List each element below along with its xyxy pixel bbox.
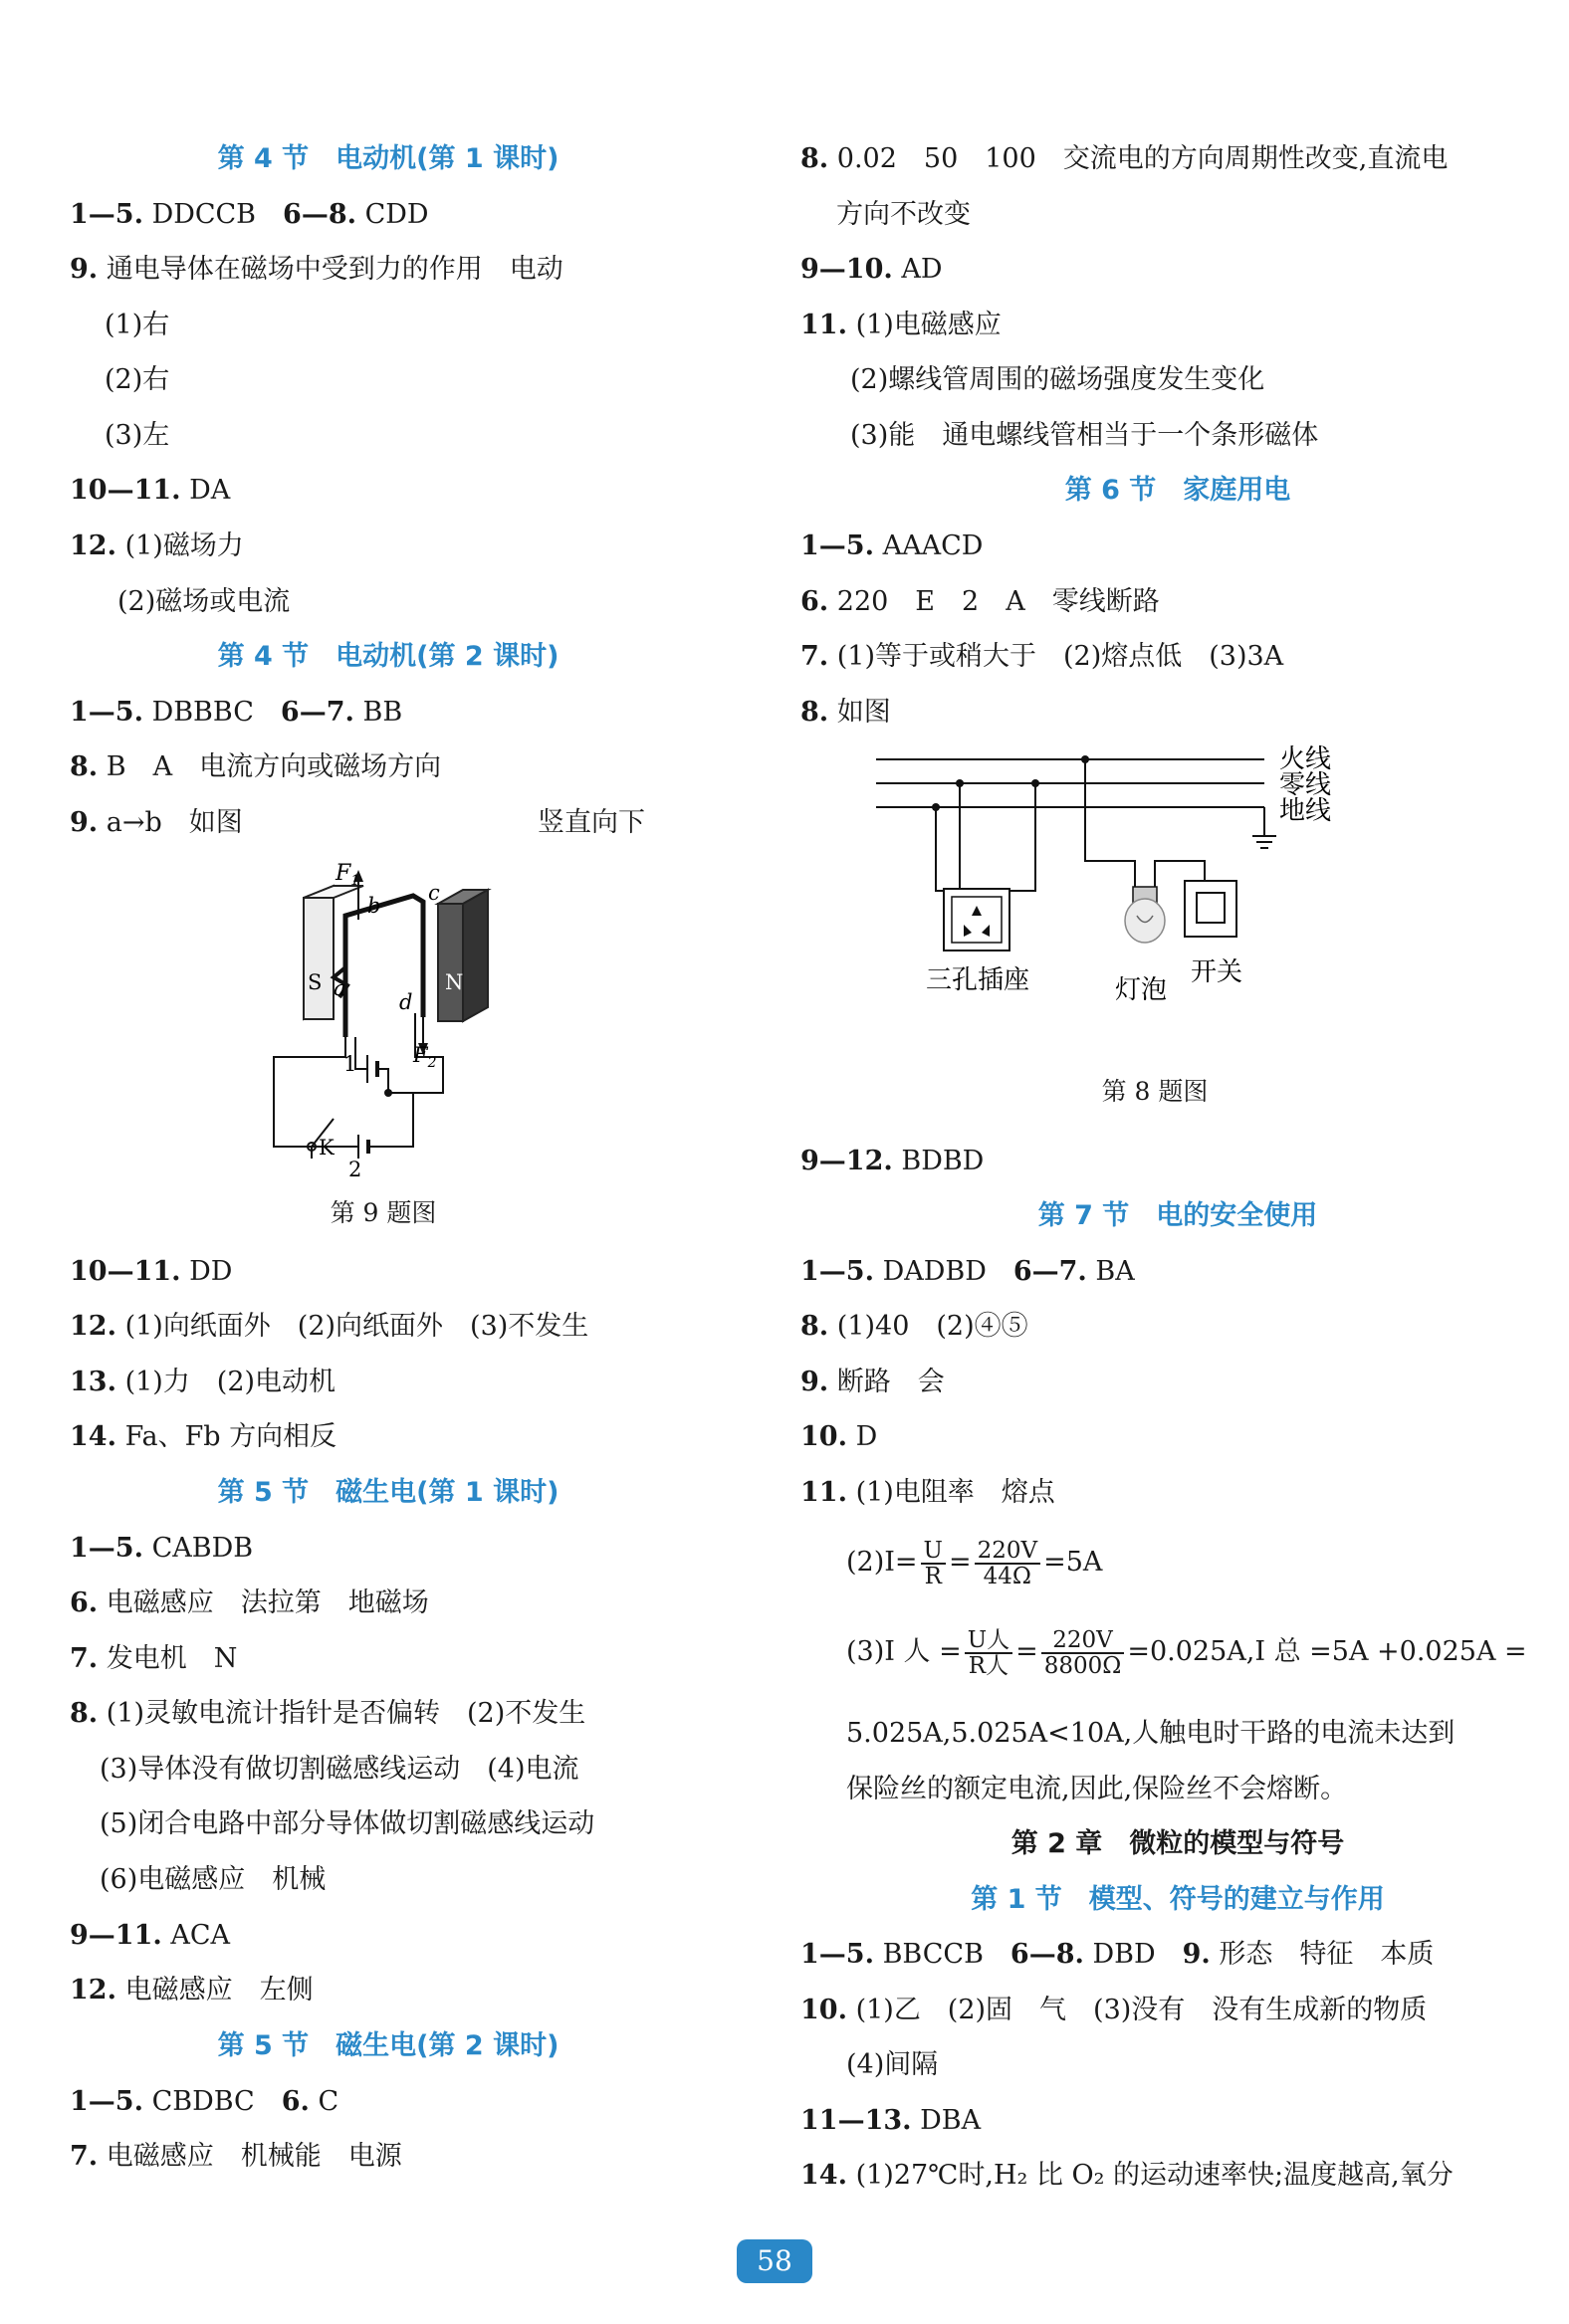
lamp-wire <box>1085 759 1135 891</box>
question-number: 6—8. <box>283 199 357 230</box>
label-1: 1 <box>343 1052 357 1076</box>
answer-text: (1)电磁感应 <box>846 310 1002 340</box>
answer-line: (6)电磁感应 机械 <box>100 1864 327 1895</box>
answer-line <box>70 527 244 566</box>
label-switch: 开关 <box>1191 957 1243 987</box>
question-number: 1—5. <box>70 697 143 728</box>
answer-line <box>800 637 1283 677</box>
answer-text: 0.02 50 100 交流电的方向周期性改变,直流电 <box>828 143 1449 174</box>
answer-line <box>70 1307 588 1347</box>
question-number: 9. <box>70 254 99 285</box>
answer-text: DDCCB <box>142 199 284 230</box>
label-n: N <box>445 970 464 994</box>
answer-text: BBCCB <box>873 1939 1010 1970</box>
question-number: 1—5. <box>70 2086 143 2117</box>
question-number: 10. <box>800 1995 847 2025</box>
fraction <box>975 1539 1041 1588</box>
answer-line: (2)磁场或电流 <box>117 586 291 617</box>
switch-box <box>1185 881 1236 937</box>
figure-8-household-circuit <box>876 741 1444 1070</box>
answer-text: (1)等于或稍大于 (2)熔点低 (3)3A <box>828 641 1284 672</box>
label-k: K <box>319 1136 335 1160</box>
answer-line <box>70 2082 338 2122</box>
fraction <box>1041 1628 1125 1678</box>
question-number: 9. <box>70 807 99 838</box>
answer-line: (3)左 <box>105 420 170 451</box>
question-number: 13. <box>70 1367 116 1397</box>
s-magnet-front <box>304 898 334 1019</box>
numerator: 220V <box>975 1539 1041 1565</box>
label-b: b <box>367 894 381 918</box>
question-number: 9—10. <box>800 254 893 285</box>
question-number: 11—13. <box>800 2105 912 2136</box>
figure-9-motor-diagram <box>264 858 503 1181</box>
answer-line <box>800 1142 984 1181</box>
label-f1 <box>335 861 359 889</box>
label-f2-sub: 2 <box>427 1055 437 1071</box>
question-number: 7. <box>70 2141 99 2172</box>
question-number: 6. <box>70 1587 99 1618</box>
question-number: 1—5. <box>70 1533 143 1564</box>
answer-line <box>70 693 402 733</box>
socket-ground-wire <box>936 807 946 901</box>
answer-line <box>800 1473 1055 1513</box>
answer-line <box>800 582 1160 622</box>
label-neutral: 零线 <box>1279 770 1332 800</box>
answer-line <box>70 1971 314 2010</box>
answer-text: BDBD <box>892 1146 985 1176</box>
denominator: 8800Ω <box>1043 1652 1122 1679</box>
section-heading: 第 7 节 电的安全使用 <box>1037 1200 1318 1231</box>
label-f2-main: F <box>413 1043 428 1067</box>
answer-line <box>800 1307 1028 1347</box>
answer-text: (1)40 (2)④⑤ <box>828 1311 1028 1342</box>
answer-line <box>70 471 230 511</box>
answer-line <box>70 1916 230 1956</box>
answer-text: DBD <box>1083 1939 1183 1970</box>
question-number: 8. <box>70 751 99 782</box>
answer-text: BA <box>1086 1256 1135 1287</box>
answer-text: a→b 如图 <box>98 807 243 838</box>
question-number: 12. <box>70 1975 116 2006</box>
answer-line <box>70 1529 253 1569</box>
answer-text: 发电机 N <box>98 1643 238 1674</box>
answer-text: CBDBC <box>142 2086 282 2117</box>
answer-text: DA <box>180 475 231 506</box>
answer-line <box>800 527 983 566</box>
label-2: 2 <box>348 1158 362 1181</box>
formula-line <box>846 1533 1102 1592</box>
circuit-wire <box>274 1037 345 1147</box>
fraction <box>921 1539 946 1588</box>
answer-text: (1)力 (2)电动机 <box>115 1367 336 1397</box>
answer-line <box>70 1694 585 1734</box>
question-number: 9—12. <box>800 1146 893 1176</box>
answer-text: (1)乙 (2)固 气 (3)没有 没有生成新的物质 <box>846 1995 1428 2025</box>
answer-text: 断路 会 <box>828 1367 945 1397</box>
answer-text: (1)灵敏电流计指针是否偏转 (2)不发生 <box>98 1698 586 1729</box>
question-number: 11. <box>800 1477 847 1508</box>
answer-line <box>800 139 1448 179</box>
answer-text: (1)电阻率 熔点 <box>846 1477 1055 1508</box>
question-number: 10—11. <box>70 1256 181 1287</box>
formula-text: = <box>1015 1636 1038 1667</box>
question-number: 7. <box>70 1643 99 1674</box>
answer-line <box>800 693 891 733</box>
answer-line <box>70 1417 336 1457</box>
formula-text: = <box>948 1547 972 1578</box>
section-heading: 第 1 节 模型、符号的建立与作用 <box>971 1884 1385 1915</box>
question-number: 8. <box>70 1698 99 1729</box>
denominator: 44Ω <box>983 1563 1031 1589</box>
answer-text: D <box>846 1421 878 1452</box>
section-heading: 第 4 节 电动机(第 1 课时) <box>217 143 560 174</box>
circuit-wire <box>368 1093 413 1147</box>
question-number: 11. <box>800 310 847 340</box>
answer-line: (3)能 通电螺线管相当于一个条形磁体 <box>850 420 1319 451</box>
n-magnet-side <box>463 890 488 1021</box>
denominator: R人 <box>968 1652 1009 1679</box>
answer-text: 竖直向下 <box>538 807 645 838</box>
answer-text: CABDB <box>142 1533 254 1564</box>
answer-line <box>800 1252 1135 1292</box>
question-number: 6. <box>800 586 829 617</box>
socket-live-wire <box>1001 783 1035 901</box>
section-heading: 第 5 节 磁生电(第 2 课时) <box>217 2030 560 2061</box>
question-number: 9—11. <box>70 1920 162 1951</box>
answer-text: 电磁感应 左侧 <box>115 1975 314 2006</box>
answer-text: ACA <box>161 1920 231 1951</box>
answer-line: (5)闭合电路中部分导体做切割磁感线运动 <box>100 1808 595 1839</box>
answer-text: CDD <box>356 199 429 230</box>
label-socket: 三孔插座 <box>926 965 1030 995</box>
question-number: 1—5. <box>800 1939 874 1970</box>
question-number: 1—5. <box>70 199 143 230</box>
answer-text: Fa、Fb 方向相反 <box>115 1421 337 1452</box>
answer-line <box>70 250 563 290</box>
answer-line <box>800 1935 1434 1975</box>
formula-line <box>846 1622 1527 1682</box>
question-number: 6. <box>281 2086 310 2117</box>
answer-line: 方向不改变 <box>836 199 971 230</box>
answer-text: 如图 <box>828 697 891 728</box>
answer-text: DD <box>180 1256 233 1287</box>
answer-text: AAACD <box>873 530 984 561</box>
answer-line <box>800 1363 945 1402</box>
label-live: 火线 <box>1279 744 1332 774</box>
numerator: U <box>921 1539 946 1565</box>
question-number: 1—5. <box>800 530 874 561</box>
question-number: 10. <box>800 1421 847 1452</box>
question-number: 10—11. <box>70 475 181 506</box>
formula-text: (3)I 人 = <box>846 1636 962 1667</box>
answer-text: 电磁感应 机械能 电源 <box>98 2141 402 2172</box>
answer-text: (1)27℃时,H₂ 比 O₂ 的运动速率快;温度越高,氧分 <box>846 2160 1454 2191</box>
formula-text: (2)I= <box>846 1547 918 1578</box>
section-heading: 第 6 节 家庭用电 <box>1064 475 1291 506</box>
answer-line: 保险丝的额定电流,因此,保险丝不会熔断。 <box>846 1774 1348 1804</box>
question-number: 14. <box>800 2160 847 2191</box>
answer-text: DBA <box>911 2105 982 2136</box>
answer-text: DADBD <box>873 1256 1013 1287</box>
denominator: R <box>924 1563 942 1589</box>
question-number: 12. <box>70 1311 116 1342</box>
answer-text: 形态 特征 本质 <box>1210 1939 1435 1970</box>
figure-caption: 第 9 题图 <box>330 1198 437 1227</box>
question-number: 6—8. <box>1009 1939 1084 1970</box>
circuit-wire <box>355 1037 367 1069</box>
chapter-heading: 第 2 章 微粒的模型与符号 <box>1010 1828 1345 1859</box>
answer-text: (1)磁场力 <box>115 530 244 561</box>
figure-caption: 第 8 题图 <box>1101 1077 1209 1106</box>
label-c: c <box>428 881 440 905</box>
answer-line <box>800 2101 981 2141</box>
page-number: 58 <box>737 2239 812 2283</box>
answer-text: AD <box>892 254 943 285</box>
answer-line <box>800 1417 877 1457</box>
answer-line <box>70 2137 402 2177</box>
answer-text: 通电导体在磁场中受到力的作用 电动 <box>98 254 563 285</box>
answer-line: (3)导体没有做切割磁感线运动 (4)电流 <box>100 1754 579 1785</box>
question-number: 9. <box>1182 1939 1211 1970</box>
question-number: 12. <box>70 530 116 561</box>
question-number: 8. <box>800 1311 829 1342</box>
label-d: d <box>399 990 413 1014</box>
answer-text: DBBBC <box>142 697 281 728</box>
coil-inner <box>355 906 415 1037</box>
answer-text: C <box>309 2086 339 2117</box>
answer-text: B A 电流方向或磁场方向 <box>98 751 442 782</box>
answer-line <box>800 1991 1427 2030</box>
answer-line: 5.025A,5.025A<10A,人触电时干路的电流未达到 <box>846 1718 1456 1749</box>
answer-line: (1)右 <box>105 310 170 340</box>
question-number: 14. <box>70 1421 116 1452</box>
section-heading: 第 4 节 电动机(第 2 课时) <box>217 641 560 672</box>
answer-text: (1)向纸面外 (2)向纸面外 (3)不发生 <box>115 1311 589 1342</box>
label-bulb: 灯泡 <box>1115 975 1168 1005</box>
answer-text: 电磁感应 法拉第 地磁场 <box>98 1587 429 1618</box>
bulb-glass <box>1125 899 1165 943</box>
answer-line <box>800 250 943 290</box>
label-ground: 地线 <box>1279 796 1332 826</box>
formula-text: =5A <box>1043 1547 1103 1578</box>
answer-text: 220 E 2 A 零线断路 <box>828 586 1160 617</box>
answer-line <box>70 1639 237 1679</box>
label-f2 <box>412 1043 437 1071</box>
answer-line <box>70 1363 336 1402</box>
formula-text: =0.025A,I 总 =5A +0.025A = <box>1127 1636 1527 1667</box>
answer-line <box>70 803 243 843</box>
n-magnet-front <box>438 904 463 1021</box>
question-number: 8. <box>800 697 829 728</box>
question-number: 7. <box>800 641 829 672</box>
answer-line <box>70 1584 429 1623</box>
label-f1-main: F <box>336 861 351 886</box>
answer-line: (2)右 <box>105 364 170 395</box>
answer-text: BB <box>353 697 403 728</box>
answer-line <box>70 1252 232 1292</box>
answer-line: (4)间隔 <box>846 2049 939 2080</box>
question-number: 1—5. <box>800 1256 874 1287</box>
answer-line <box>70 195 429 235</box>
junction <box>384 1089 392 1097</box>
label-s: S <box>308 970 323 994</box>
section-heading: 第 5 节 磁生电(第 1 课时) <box>217 1477 560 1508</box>
numerator: U人 <box>965 1628 1012 1654</box>
label-a: a <box>334 976 346 1000</box>
circuit-wire <box>377 1069 413 1093</box>
question-number: 8. <box>800 143 829 174</box>
three-hole-socket <box>944 889 1009 951</box>
answer-line: (2)螺线管周围的磁场强度发生变化 <box>850 364 1265 395</box>
question-number: 6—7. <box>280 697 354 728</box>
numerator: 220V <box>1041 1628 1125 1654</box>
question-number: 9. <box>800 1367 829 1397</box>
fraction <box>965 1628 1012 1678</box>
answer-line <box>800 2156 1454 2196</box>
question-number: 6—7. <box>1012 1256 1087 1287</box>
coil-outer <box>345 896 423 1037</box>
answer-line <box>800 306 1002 345</box>
label-f1-sub: 1 <box>350 873 360 889</box>
answer-line <box>70 747 441 787</box>
